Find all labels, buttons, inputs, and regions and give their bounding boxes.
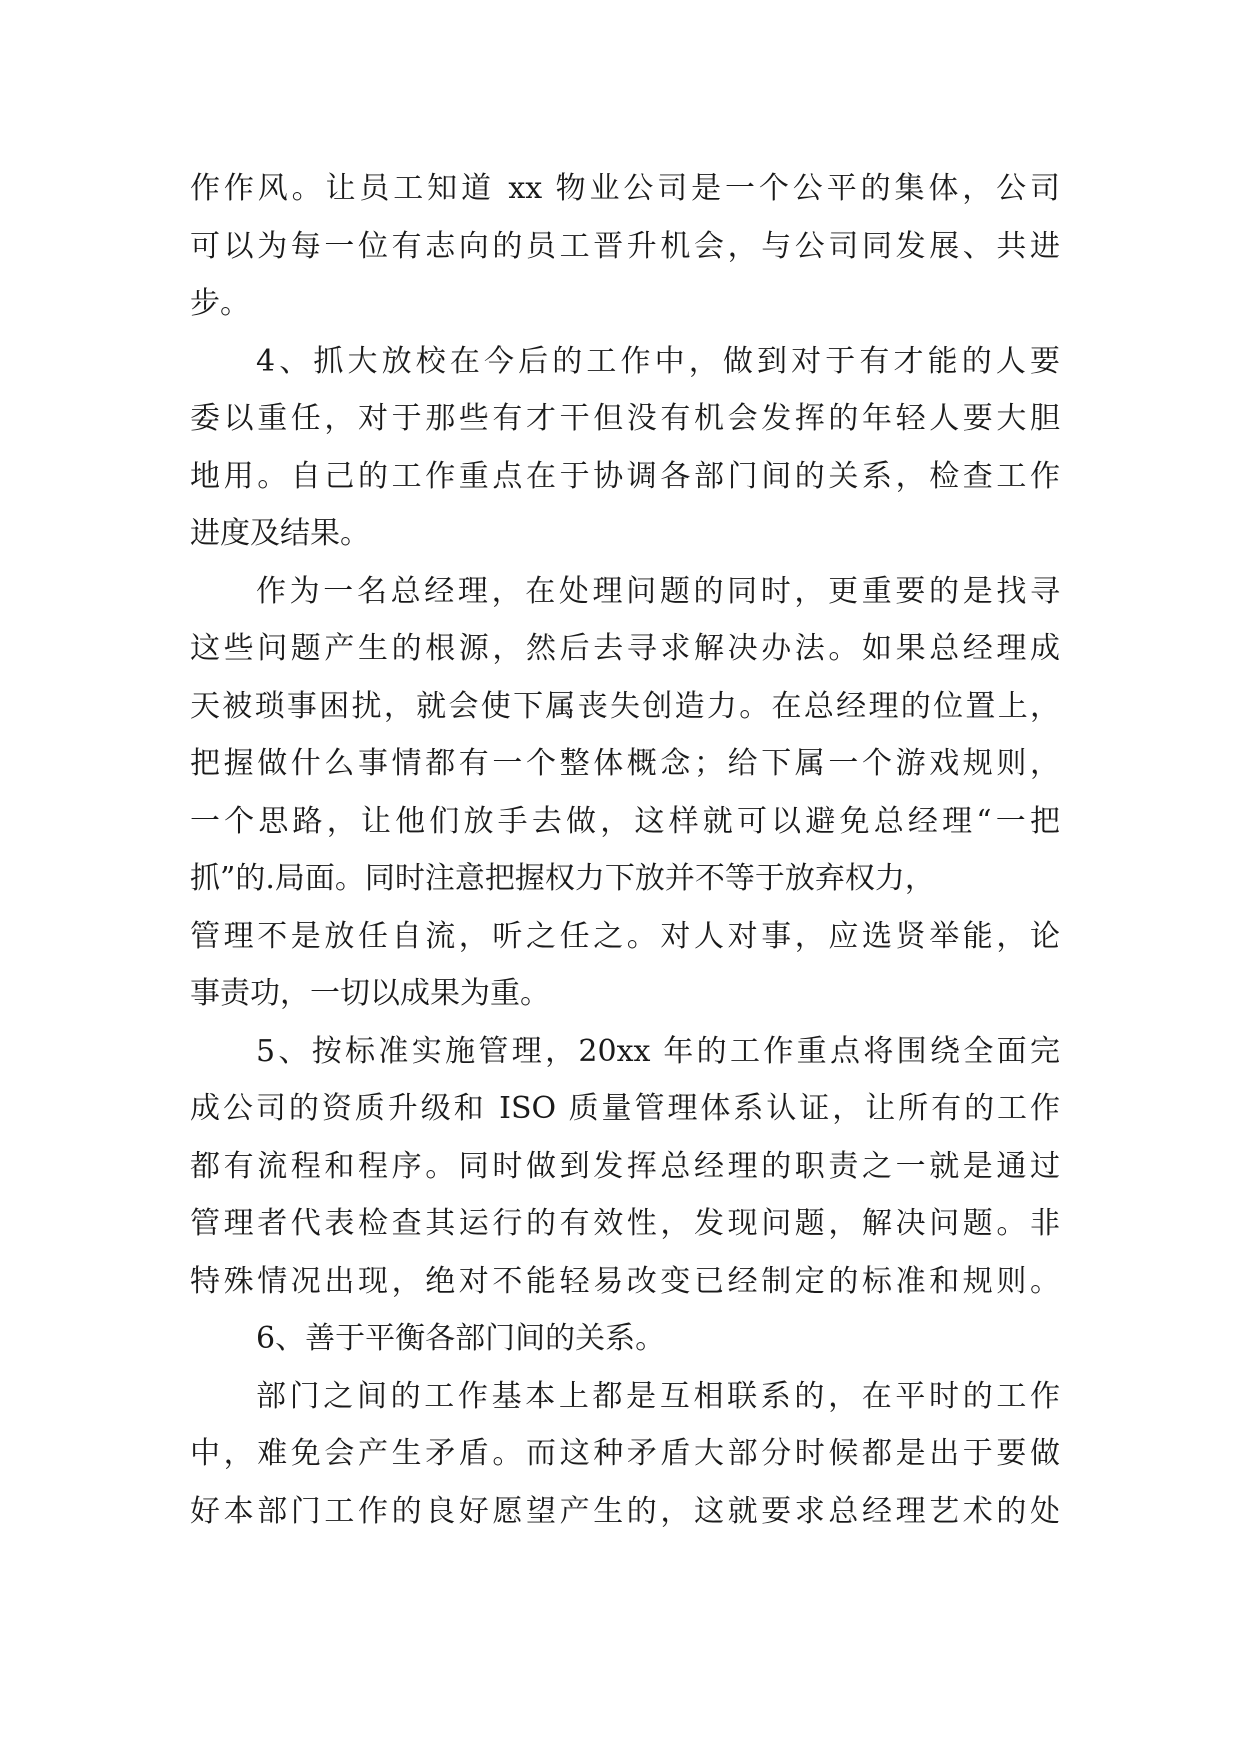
text-line: 管理者代表检查其运行的有效性，发现问题，解决问题。非 [190,1206,1060,1241]
text-line: 中，难免会产生矛盾。而这种矛盾大部分时候都是出于要做 [190,1436,1060,1471]
body-text [190,160,1060,1540]
text-line: 把握做什么事情都有一个整体概念；给下属一个游戏规则， [190,746,1060,781]
text-line: 管理不是放任自流，听之任之。对人对事，应选贤举能，论 [190,918,1060,954]
text-line: 作作风。让员工知道 xx 物业公司是一个公平的集体，公司 [190,171,1060,206]
text-line: 步。 [190,286,250,321]
text-line: 可以为每一位有志向的员工晋升机会，与公司同发展、共进 [190,228,1060,264]
text-line: 进度及结果。 [190,516,370,551]
text-line: 事责功，一切以成果为重。 [190,976,550,1011]
paragraph-first-line: 6、善于平衡各部门间的关系。 [256,1321,666,1356]
text-line: 都有流程和程序。同时做到发挥总经理的职责之一就是通过 [190,1148,1060,1184]
text-line: 地用。自己的工作重点在于协调各部门间的关系，检查工作 [190,458,1060,494]
text-line: 委以重任，对于那些有才干但没有机会发挥的年轻人要大胆 [190,401,1060,436]
text-line: 成公司的资质升级和 ISO 质量管理体系认证，让所有的工作 [190,1091,1060,1126]
text-line: 特殊情况出现，绝对不能轻易改变已经制定的标准和规则。 [190,1263,1060,1299]
text-line: 好本部门工作的良好愿望产生的，这就要求总经理艺术的处 [190,1493,1060,1529]
paragraph-first-line: 4、抓大放校在今后的工作中，做到对于有才能的人要 [256,343,1060,379]
text-line: 抓”的.局面。同时注意把握权力下放并不等于放弃权力， [190,861,935,896]
text-line: 天被琐事困扰，就会使下属丧失创造力。在总经理的位置上， [190,688,1060,724]
paragraph-first-line: 部门之间的工作基本上都是互相联系的，在平时的工作 [256,1378,1060,1414]
paragraph-first-line: 作为一名总经理，在处理问题的同时，更重要的是找寻 [256,573,1060,609]
text-line: 一个思路，让他们放手去做，这样就可以避免总经理“一把 [190,803,1060,839]
paragraph-first-line: 5、按标准实施管理，20xx 年的工作重点将围绕全面完 [256,1033,1060,1069]
text-line: 这些问题产生的根源，然后去寻求解决办法。如果总经理成 [190,631,1060,666]
